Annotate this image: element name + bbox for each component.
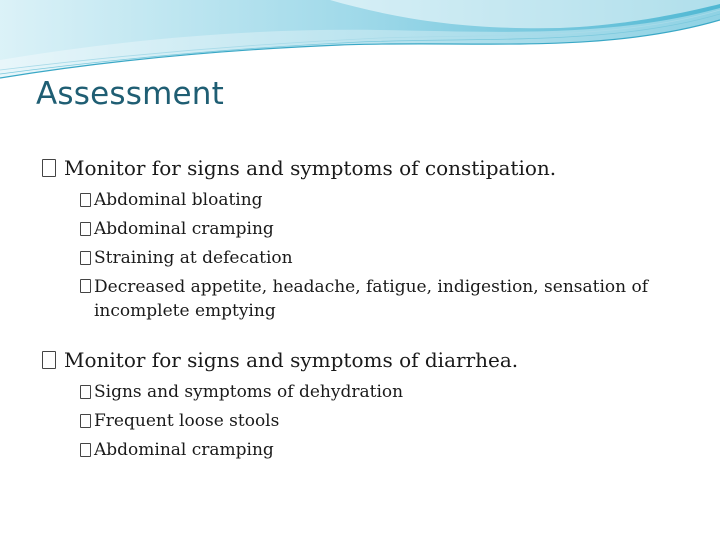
slide-title: Assessment bbox=[36, 76, 224, 112]
section-spacer bbox=[36, 326, 696, 342]
list-item-text: Abdominal bloating bbox=[94, 190, 263, 210]
list-item bbox=[80, 407, 696, 436]
section-heading-constipation bbox=[36, 150, 696, 186]
missing-glyph-box-icon bbox=[80, 385, 91, 399]
missing-glyph-box-icon bbox=[42, 351, 56, 369]
missing-glyph-box-icon bbox=[80, 222, 91, 236]
list-item bbox=[80, 186, 696, 215]
list-item-text: Frequent loose stools bbox=[94, 411, 280, 431]
list-item bbox=[80, 436, 696, 465]
missing-glyph-box-icon bbox=[80, 414, 91, 428]
section-heading-diarrhea bbox=[36, 342, 696, 378]
list-item bbox=[80, 378, 696, 407]
list-item bbox=[80, 244, 696, 273]
list-item bbox=[80, 215, 696, 244]
missing-glyph-box-icon bbox=[80, 251, 91, 265]
missing-glyph-box-icon bbox=[80, 279, 91, 293]
missing-glyph-box-icon bbox=[80, 193, 91, 207]
section-heading-text: Monitor for signs and symptoms of diarrhea. bbox=[64, 348, 519, 372]
list-item-text: Abdominal cramping bbox=[94, 219, 274, 239]
list-item-text: Straining at defecation bbox=[94, 248, 293, 268]
slide-body bbox=[36, 150, 696, 465]
missing-glyph-box-icon bbox=[42, 159, 56, 177]
list-item-text: Signs and symptoms of dehydration bbox=[94, 382, 404, 402]
list-item-text: Decreased appetite, headache, fatigue, indigestion, sensation of incomplete emptying bbox=[94, 277, 649, 321]
list-item bbox=[80, 273, 696, 326]
missing-glyph-box-icon bbox=[80, 443, 91, 457]
section-heading-text: Monitor for signs and symptoms of constipation. bbox=[64, 156, 557, 180]
list-item-text: Abdominal cramping bbox=[94, 440, 274, 460]
